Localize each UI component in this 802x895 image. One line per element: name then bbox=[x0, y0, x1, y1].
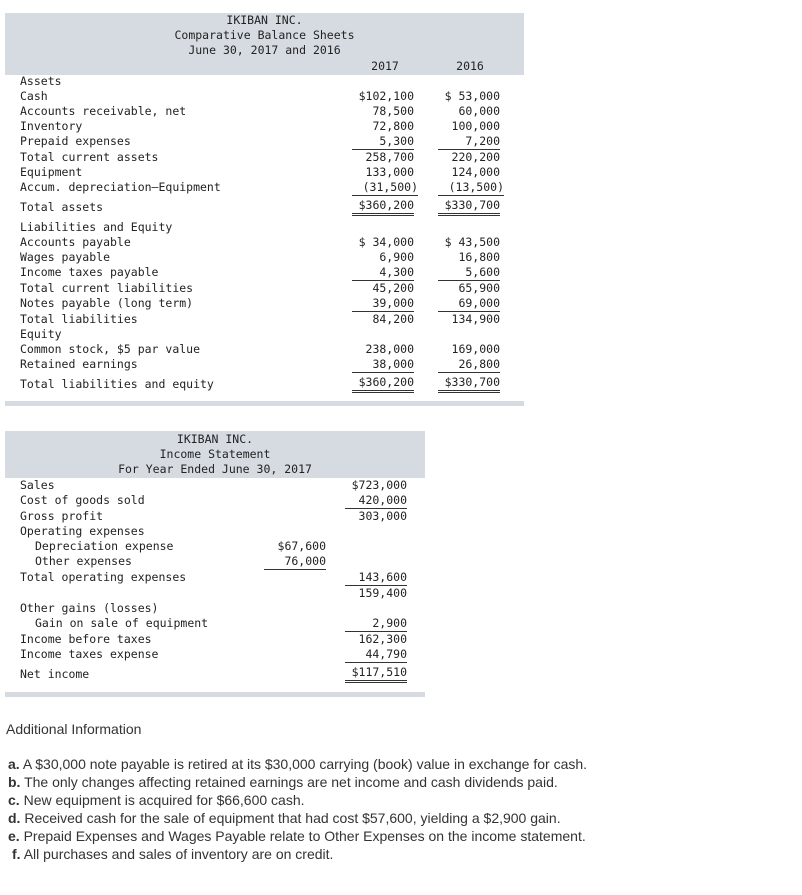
bs-equity-2016: 169,000 bbox=[451, 342, 500, 356]
is-income-taxes-value: 44,790 bbox=[345, 647, 407, 663]
bs-equity-2017: 38,000 bbox=[352, 357, 414, 373]
bs-equity-2017: $360,200 bbox=[352, 375, 414, 393]
bs-row-2017: $360,200 bbox=[352, 198, 414, 216]
bs-row-2017: $102,100 bbox=[358, 89, 414, 103]
info-item bbox=[8, 792, 305, 810]
bs-liab-2017: 39,000 bbox=[352, 296, 414, 312]
info-item-letter: e. bbox=[8, 828, 20, 844]
bs-row-2017: 258,700 bbox=[365, 150, 414, 164]
bs-title: Comparative Balance Sheets bbox=[174, 28, 355, 42]
info-item bbox=[8, 774, 558, 792]
is-company: IKIBAN INC. bbox=[176, 432, 254, 446]
bs-liab-label: Accounts payable bbox=[20, 235, 131, 249]
info-item-text: The only changes affecting retained earnings are net income and cash dividends paid. bbox=[24, 774, 558, 790]
is-sales-label: Sales bbox=[20, 478, 55, 492]
bs-row-2016: 100,000 bbox=[451, 119, 500, 133]
is-depreciation-label: Depreciation expense bbox=[35, 539, 174, 553]
info-item-text: New equipment is acquired for $66,600 cash. bbox=[23, 792, 305, 808]
is-other-expenses-label: Other expenses bbox=[35, 554, 132, 568]
is-total-opex-value: 143,600 bbox=[345, 570, 407, 586]
balance-sheet-footer-band bbox=[5, 401, 524, 406]
income-statement-footer-band bbox=[5, 692, 425, 697]
is-gain-on-sale-label: Gain on sale of equipment bbox=[35, 616, 209, 630]
bs-row-2017: 72,800 bbox=[372, 119, 414, 133]
is-sales-value: $723,000 bbox=[351, 478, 407, 492]
bs-date: June 30, 2017 and 2016 bbox=[188, 43, 341, 57]
is-total-opex-label: Total operating expenses bbox=[20, 570, 187, 584]
is-other-expenses-value: 76,000 bbox=[264, 554, 326, 570]
bs-liab-2016: 16,800 bbox=[458, 250, 500, 264]
bs-liab-2017: 4,300 bbox=[352, 265, 414, 281]
bs-assets-heading: Assets bbox=[20, 74, 62, 88]
info-item-text: Received cash for the sale of equipment that had cost $57,600, yielding a $2,900 gain. bbox=[24, 810, 561, 826]
info-item bbox=[12, 846, 333, 864]
is-net-income-label: Net income bbox=[20, 667, 90, 681]
bs-liab-label: Total current liabilities bbox=[20, 281, 194, 295]
bs-liab-2017: $ 34,000 bbox=[358, 235, 414, 249]
bs-equity-2016: $330,700 bbox=[438, 375, 500, 393]
bs-row-label: Total assets bbox=[20, 200, 104, 214]
bs-row-2016: 60,000 bbox=[458, 104, 500, 118]
is-gain-on-sale-value: 2,900 bbox=[345, 616, 407, 632]
info-item bbox=[8, 810, 561, 828]
bs-company: IKIBAN INC. bbox=[226, 13, 303, 27]
bs-liab-heading: Liabilities and Equity bbox=[20, 220, 173, 234]
is-operating-income-value: 159,400 bbox=[358, 586, 407, 600]
is-income-taxes-label: Income taxes expense bbox=[20, 647, 159, 661]
info-item-letter: a. bbox=[8, 756, 20, 772]
bs-liab-2016: 69,000 bbox=[438, 296, 500, 312]
bs-row-2016: 7,200 bbox=[438, 134, 500, 150]
is-depreciation-value: $67,600 bbox=[277, 539, 326, 553]
info-item-letter: d. bbox=[8, 810, 21, 826]
bs-liab-2016: 65,900 bbox=[458, 281, 500, 295]
bs-row-2017: 133,000 bbox=[365, 165, 414, 179]
bs-equity-2016: 26,800 bbox=[438, 357, 500, 373]
bs-liab-2016: 134,900 bbox=[451, 312, 500, 326]
bs-row-2016: 220,200 bbox=[451, 150, 500, 164]
bs-row-label: Accounts receivable, net bbox=[20, 104, 187, 118]
info-item bbox=[8, 756, 587, 774]
bs-row-label: Accum. depreciation—Equipment bbox=[20, 180, 221, 194]
bs-liab-label: Notes payable (long term) bbox=[20, 296, 194, 310]
bs-liab-label: Wages payable bbox=[20, 250, 111, 264]
bs-liab-label: Total liabilities bbox=[20, 312, 138, 326]
bs-equity-label: Retained earnings bbox=[20, 357, 138, 371]
is-gross-profit-value: 303,000 bbox=[358, 509, 407, 523]
bs-row-label: Equipment bbox=[20, 165, 83, 179]
bs-liab-2017: 84,200 bbox=[372, 312, 414, 326]
is-title: Income Statement bbox=[159, 447, 271, 461]
bs-row-2017: 78,500 bbox=[372, 104, 414, 118]
info-item-text: All purchases and sales of inventory are on credit. bbox=[23, 846, 334, 862]
is-net-income-value: $117,510 bbox=[345, 665, 407, 683]
bs-equity-label: Common stock, $5 par value bbox=[20, 342, 201, 356]
bs-row-label: Total current assets bbox=[20, 150, 159, 164]
info-item-letter: b. bbox=[8, 774, 21, 790]
bs-equity-label: Total liabilities and equity bbox=[20, 377, 214, 391]
additional-info-heading: Additional Information bbox=[6, 721, 142, 737]
bs-row-2016: 124,000 bbox=[451, 165, 500, 179]
bs-row-2017: 5,300 bbox=[352, 134, 414, 150]
info-item-text: A $30,000 note payable is retired at its $30,000 carrying (book) value in exchange for cash. bbox=[22, 756, 588, 772]
is-other-gains-heading: Other gains (losses) bbox=[20, 601, 159, 615]
bs-row-2016: $330,700 bbox=[438, 198, 500, 216]
bs-row-2016: $ 53,000 bbox=[444, 89, 500, 103]
bs-liab-2017: 6,900 bbox=[379, 250, 414, 264]
info-item-letter: c. bbox=[8, 792, 20, 808]
bs-equity-2017: 238,000 bbox=[365, 342, 414, 356]
is-cogs-value: 420,000 bbox=[345, 493, 407, 509]
bs-col-2017: 2017 bbox=[371, 59, 399, 73]
bs-row-label: Prepaid expenses bbox=[20, 134, 131, 148]
is-opex-heading: Operating expenses bbox=[20, 524, 145, 538]
bs-row-label: Cash bbox=[20, 89, 48, 103]
bs-row-2016: (13,500) bbox=[438, 180, 504, 196]
bs-row-label: Inventory bbox=[20, 119, 83, 133]
info-item-text: Prepaid Expenses and Wages Payable relate to Other Expenses on the income statement. bbox=[23, 828, 586, 844]
bs-liab-2016: 5,600 bbox=[438, 265, 500, 281]
is-gross-profit-label: Gross profit bbox=[20, 509, 104, 523]
bs-liab-2017: 45,200 bbox=[372, 281, 414, 295]
bs-liab-2016: $ 43,500 bbox=[444, 235, 500, 249]
bs-col-2016: 2016 bbox=[456, 59, 484, 73]
is-period: For Year Ended June 30, 2017 bbox=[118, 462, 312, 476]
is-income-before-taxes-label: Income before taxes bbox=[20, 632, 152, 646]
bs-liab-label: Income taxes payable bbox=[20, 265, 159, 279]
bs-equity-heading: Equity bbox=[20, 327, 62, 341]
is-income-before-taxes-value: 162,300 bbox=[358, 632, 407, 646]
info-item bbox=[8, 828, 586, 846]
bs-row-2017: (31,500) bbox=[352, 180, 418, 196]
info-item-letter: f. bbox=[12, 846, 21, 862]
is-cogs-label: Cost of goods sold bbox=[20, 493, 145, 507]
